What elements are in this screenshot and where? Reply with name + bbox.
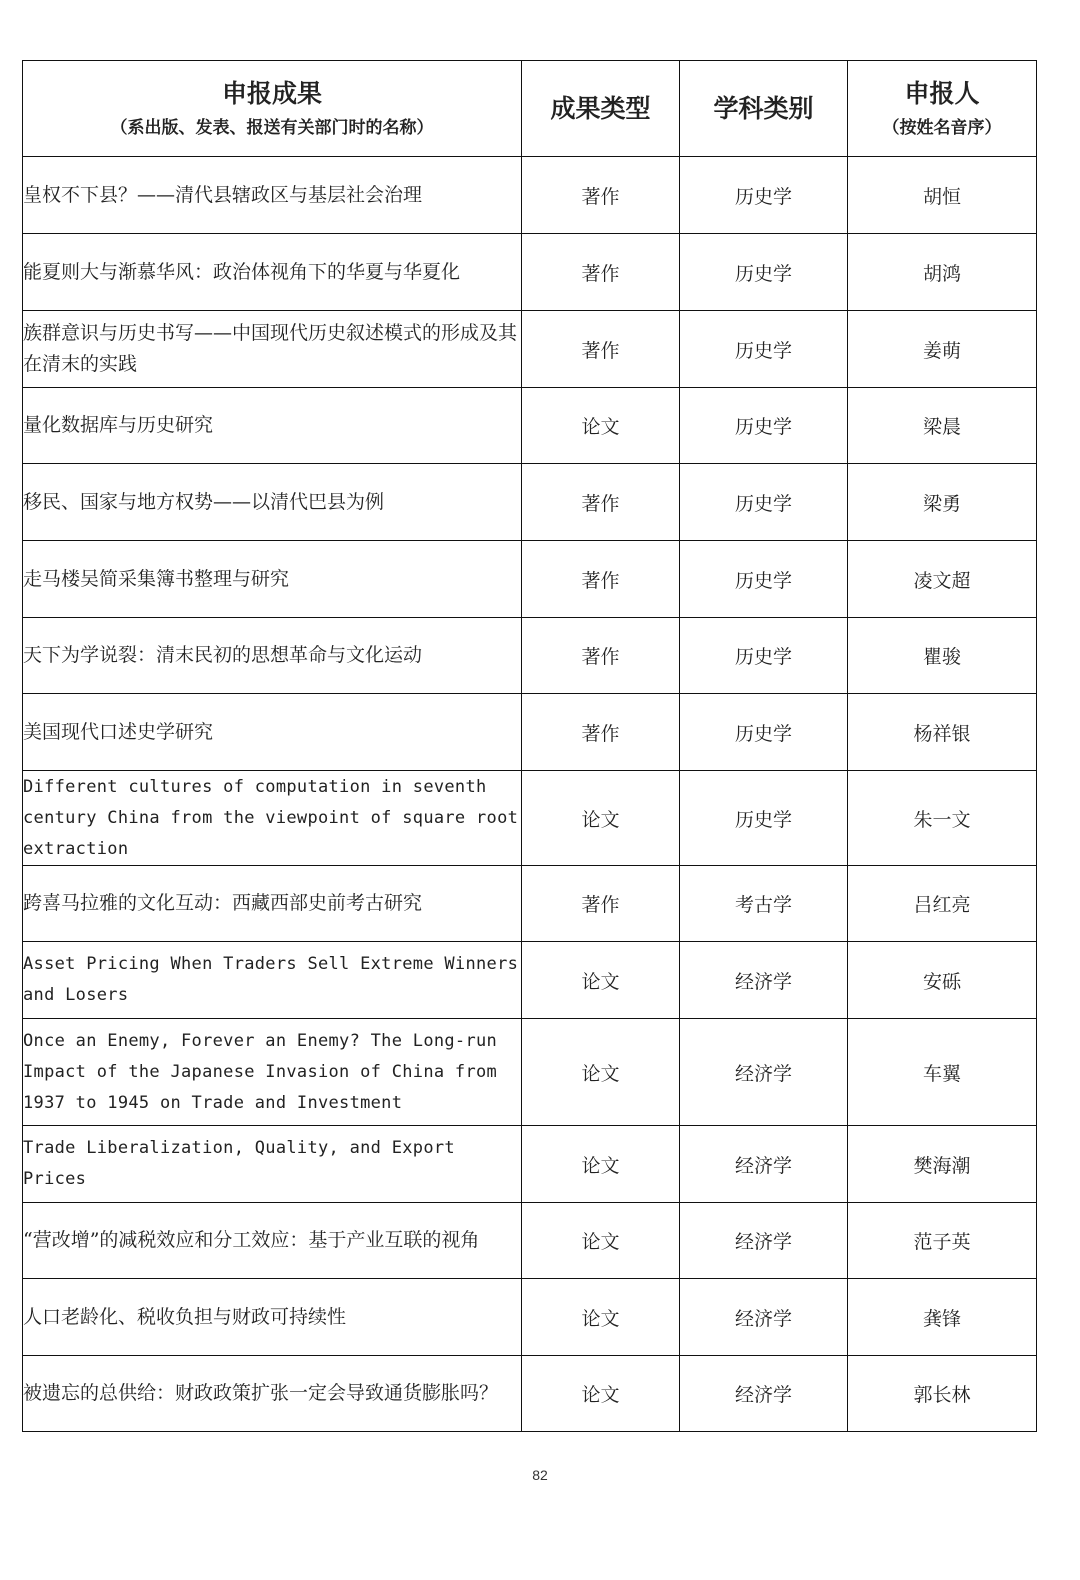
table-row	[23, 157, 1037, 234]
applicant: 安砾	[848, 942, 1037, 1019]
achievement-type: 论文	[522, 388, 680, 464]
discipline: 经济学	[680, 1019, 848, 1126]
achievement-title: Asset Pricing When Traders Sell Extreme Winners and Losers	[23, 942, 522, 1019]
applicant: 胡恒	[848, 157, 1037, 234]
achievement-title: 天下为学说裂：清末民初的思想革命与文化运动	[23, 618, 522, 694]
header-type-title: 成果类型	[550, 93, 651, 123]
table-row	[23, 464, 1037, 541]
achievement-title: 人口老龄化、税收负担与财政可持续性	[23, 1279, 522, 1356]
applicant: 杨祥银	[848, 694, 1037, 771]
applicant: 凌文超	[848, 541, 1037, 618]
achievement-type: 著作	[522, 157, 680, 234]
discipline: 考古学	[680, 866, 848, 942]
achievement-title: 走马楼吴简采集簿书整理与研究	[23, 541, 522, 618]
discipline: 历史学	[680, 771, 848, 866]
table-row	[23, 1203, 1037, 1279]
table-row	[23, 1126, 1037, 1203]
applicant: 梁晨	[848, 388, 1037, 464]
applicant: 朱一文	[848, 771, 1037, 866]
header-applicant-subtitle: （按姓名音序）	[882, 117, 1002, 138]
discipline: 历史学	[680, 694, 848, 771]
table-row	[23, 866, 1037, 942]
achievement-title: 量化数据库与历史研究	[23, 388, 522, 464]
discipline: 经济学	[680, 1126, 848, 1203]
achievement-type: 著作	[522, 311, 680, 388]
header-discipline	[680, 61, 848, 157]
page-number: 82	[532, 1467, 548, 1483]
achievement-type: 著作	[522, 464, 680, 541]
header-applicant-title: 申报人	[904, 78, 980, 108]
applicant: 车翼	[848, 1019, 1037, 1126]
header-achievement	[23, 61, 522, 157]
achievement-type: 论文	[522, 771, 680, 866]
achievement-type: 论文	[522, 1126, 680, 1203]
achievement-title: 皇权不下县？——清代县辖政区与基层社会治理	[23, 157, 522, 234]
achievement-type: 著作	[522, 694, 680, 771]
achievement-type: 论文	[522, 942, 680, 1019]
achievement-type: 论文	[522, 1203, 680, 1279]
discipline: 经济学	[680, 1356, 848, 1432]
discipline: 历史学	[680, 311, 848, 388]
table-row	[23, 694, 1037, 771]
header-achievement-subtitle: （系出版、发表、报送有关部门时的名称）	[110, 117, 434, 138]
applicant: 郭长林	[848, 1356, 1037, 1432]
header-discipline-title: 学科类别	[713, 93, 814, 123]
discipline: 经济学	[680, 942, 848, 1019]
header-achievement-title: 申报成果	[221, 78, 322, 108]
discipline: 历史学	[680, 157, 848, 234]
discipline: 历史学	[680, 464, 848, 541]
table-row	[23, 311, 1037, 388]
discipline: 经济学	[680, 1203, 848, 1279]
applicant: 瞿骏	[848, 618, 1037, 694]
applicant: 樊海潮	[848, 1126, 1037, 1203]
applicant: 姜萌	[848, 311, 1037, 388]
discipline: 历史学	[680, 388, 848, 464]
applicant: 胡鸿	[848, 234, 1037, 311]
applicant: 龚锋	[848, 1279, 1037, 1356]
discipline: 历史学	[680, 234, 848, 311]
table-row	[23, 1279, 1037, 1356]
achievement-type: 著作	[522, 541, 680, 618]
achievement-title: 美国现代口述史学研究	[23, 694, 522, 771]
table-row	[23, 771, 1037, 866]
achievement-title: 能夏则大与渐慕华风：政治体视角下的华夏与华夏化	[23, 234, 522, 311]
achievement-type: 著作	[522, 618, 680, 694]
table-row	[23, 234, 1037, 311]
achievement-title: 被遗忘的总供给：财政政策扩张一定会导致通货膨胀吗？	[23, 1356, 522, 1432]
table-row	[23, 1019, 1037, 1126]
table-row	[23, 942, 1037, 1019]
achievement-type: 著作	[522, 234, 680, 311]
awards-table	[22, 60, 1037, 1432]
table-row	[23, 1356, 1037, 1432]
table-row	[23, 618, 1037, 694]
achievement-type: 论文	[522, 1356, 680, 1432]
achievement-type: 著作	[522, 866, 680, 942]
discipline: 历史学	[680, 541, 848, 618]
achievement-title: 跨喜马拉雅的文化互动：西藏西部史前考古研究	[23, 866, 522, 942]
achievement-type: 论文	[522, 1019, 680, 1126]
applicant: 梁勇	[848, 464, 1037, 541]
table-header-row	[23, 61, 1037, 157]
achievement-title: Trade Liberalization, Quality, and Export Prices	[23, 1126, 522, 1203]
achievement-title: 族群意识与历史书写——中国现代历史叙述模式的形成及其在清末的实践	[23, 311, 522, 388]
table-row	[23, 388, 1037, 464]
achievement-title: “营改增”的减税效应和分工效应：基于产业互联的视角	[23, 1203, 522, 1279]
achievement-title: 移民、国家与地方权势——以清代巴县为例	[23, 464, 522, 541]
achievement-type: 论文	[522, 1279, 680, 1356]
discipline: 经济学	[680, 1279, 848, 1356]
applicant: 范子英	[848, 1203, 1037, 1279]
achievement-title: Different cultures of computation in seventh century China from the viewpoint of square root extraction	[23, 771, 522, 866]
header-applicant	[848, 61, 1037, 157]
achievement-title: Once an Enemy, Forever an Enemy? The Long-run Impact of the Japanese Invasion of China from 1937 to 1945 on Trade and Investment	[23, 1019, 522, 1126]
header-type	[522, 61, 680, 157]
table-row	[23, 541, 1037, 618]
applicant: 吕红亮	[848, 866, 1037, 942]
discipline: 历史学	[680, 618, 848, 694]
